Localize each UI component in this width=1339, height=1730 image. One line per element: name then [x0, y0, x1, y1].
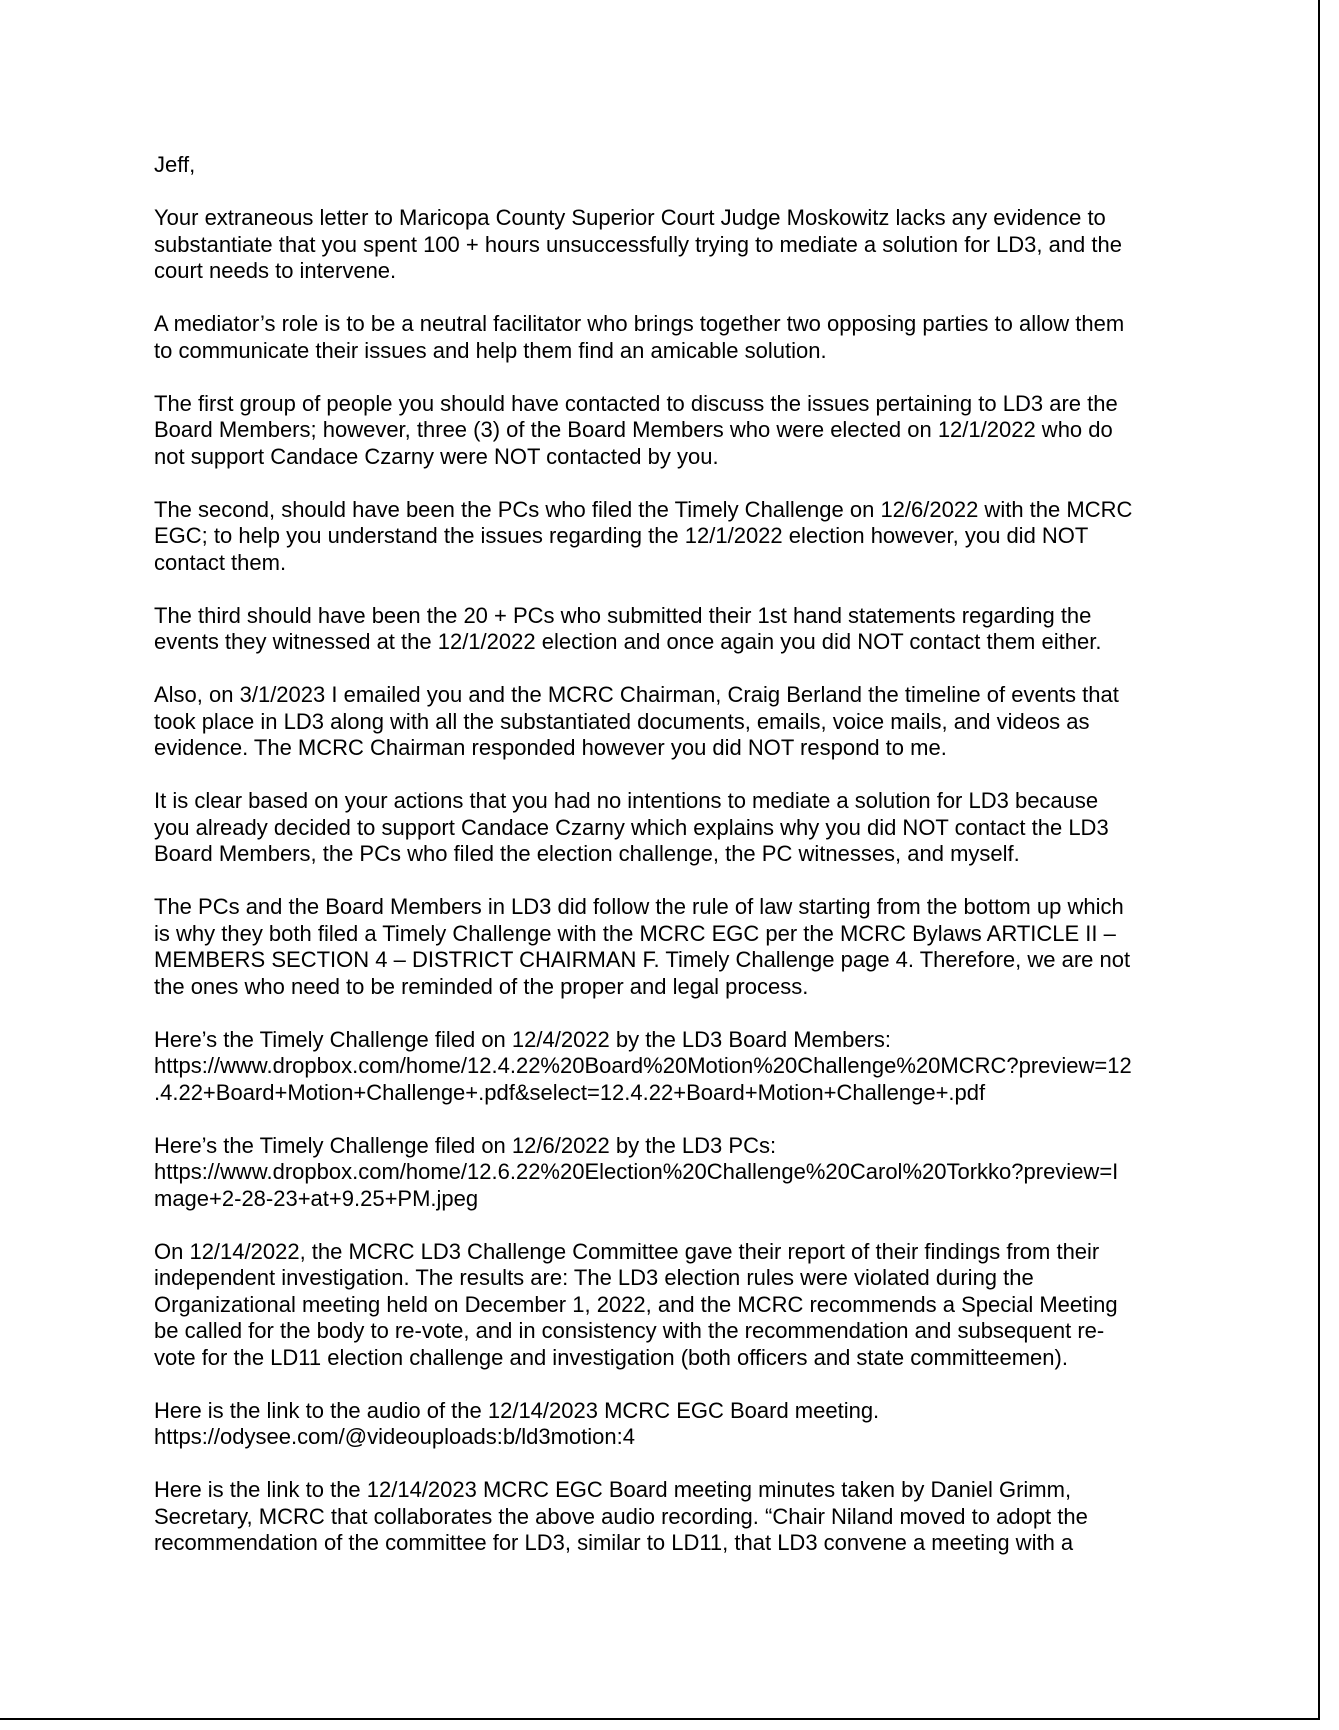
paragraph-mediation-evidence: Your extraneous letter to Maricopa County Superior Court Judge Moskowitz lacks any evidence to substantiate that you spent 100 + hours unsuccessfully trying to mediate a solution for LD3, and the court needs to intervene.	[154, 205, 1122, 283]
paragraph-audio-link: Here is the link to the audio of the 12/14/2023 MCRC EGC Board meeting. https://odysee.com/@videouploads:b/ld3motion:4	[154, 1397, 880, 1449]
paragraph-rule-of-law: The PCs and the Board Members in LD3 did follow the rule of law starting from the bottom up which is why they both filed a Timely Challenge with the MCRC EGC per the MCRC Bylaws ARTICLE II – MEMBERS SECTION 4 – DISTRICT CHAIRMAN F. Timely Challenge page 4. Therefore, we are not the ones who need to be reminded of the proper and legal process.	[154, 894, 1131, 999]
paragraph-pc-challenge-link: Here’s the Timely Challenge filed on 12/6/2022 by the LD3 PCs: https://www.dropbox.com/home/12.6.22%20Election%20Challenge%20Carol%20Torkko?preview=I mage+2-28-23+at+9.25+PM.jpeg	[154, 1132, 1119, 1211]
paragraph-third-group: The third should have been the 20 + PCs who submitted their 1st hand statements regarding the events they witnessed at the 12/1/2022 election and once again you did NOT contact them either.	[154, 602, 1102, 654]
paragraph-email-timeline: Also, on 3/1/2023 I emailed you and the MCRC Chairman, Craig Berland the timeline of events that took place in LD3 along with all the substantiated documents, emails, voice mails, and videos as evidence. The MCRC Chairman responded however you did NOT respond to me.	[154, 682, 1119, 760]
paragraph-second-group: The second, should have been the PCs who filed the Timely Challenge on 12/6/2022 with the MCRC EGC; to help you understand the issues regarding the 12/1/2022 election however, you did NOT contact them.	[154, 496, 1133, 575]
paragraph-no-intentions: It is clear based on your actions that you had no intentions to mediate a solution for LD3 because you already decided to support Candace Czarny which explains why you did NOT contact the LD3 Board Members, the PCs who filed the election challenge, the PC witnesses, and myself.	[154, 788, 1109, 866]
paragraph-first-group: The first group of people you should have contacted to discuss the issues pertaining to LD3 are the Board Members; however, three (3) of the Board Members who were elected on 12/1/2022 who do not support Candace Czarny were NOT contacted by you.	[154, 390, 1118, 469]
letter-body	[154, 152, 1194, 1557]
paragraph-meeting-minutes: Here is the link to the 12/14/2023 MCRC EGC Board meeting minutes taken by Daniel Grimm, Secretary, MCRC that collaborates the above audio recording. “Chair Niland moved to adopt the recommendation of the committee for LD3, similar to LD11, that LD3 convene a meeting with a	[154, 1477, 1088, 1555]
paragraph-committee-report: On 12/14/2022, the MCRC LD3 Challenge Committee gave their report of their findings from their independent investigation. The results are: The LD3 election rules were violated during the Organizational meeting held on December 1, 2022, and the MCRC recommends a Special Meeting be called for the body to re-vote, and in consistency with the recommendation and subsequent re- vote for the LD11 election challenge and investigation (both officers and state committeemen).	[154, 1238, 1118, 1370]
salutation: Jeff,	[154, 152, 196, 177]
paragraph-mediator-role: A mediator’s role is to be a neutral facilitator who brings together two opposing parties to allow them to communicate their issues and help them find an amicable solution.	[154, 311, 1125, 363]
paragraph-board-challenge-link: Here’s the Timely Challenge filed on 12/4/2022 by the LD3 Board Members: https://www.dropbox.com/home/12.4.22%20Board%20Motion%20Challenge%20MCRC?preview=12 .4.22+Board+Motion+Challenge+.pdf&select=12.4.22+Board+Motion+Challenge+.pdf	[154, 1026, 1132, 1105]
